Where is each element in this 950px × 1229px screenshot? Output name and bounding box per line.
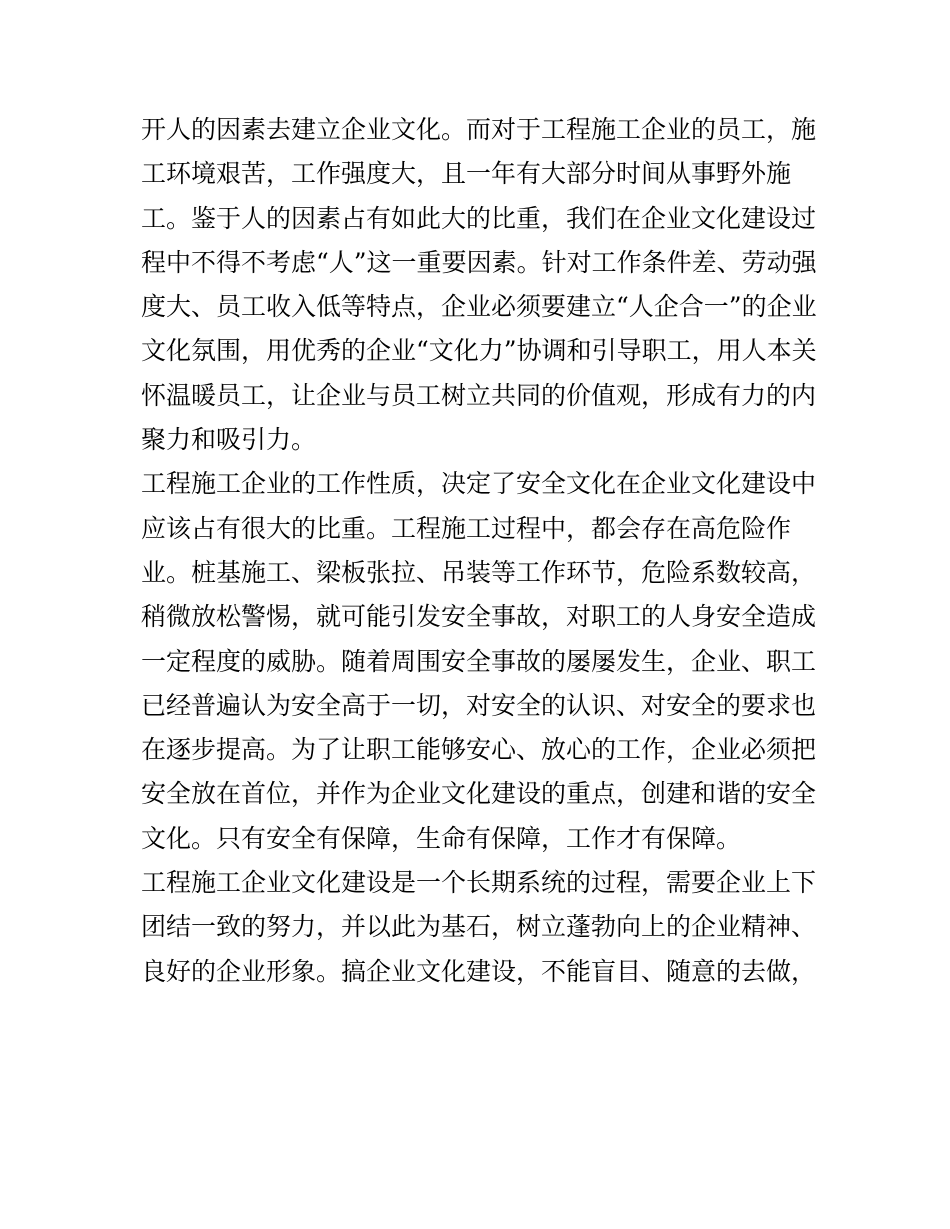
text-line: 文化。只有安全有保障，生命有保障，工作才有保障。: [141, 823, 742, 853]
text-line: 在逐步提高。为了让职工能够安心、放心的工作，企业必须把: [141, 735, 817, 765]
text-line: 开人的因素去建立企业文化。而对于工程施工企业的员工，施: [141, 115, 817, 144]
text-line: 文化氛围，用优秀的企业“文化力”协调和引导职工，用人本关: [141, 336, 817, 366]
text-line: 良好的企业形象。搞企业文化建设，不能盲目、随意的去做，: [141, 956, 817, 986]
text-line: 稍微放松警惕，就可能引发安全事故，对职工的人身安全造成: [141, 602, 817, 632]
text-line: 聚力和吸引力。: [141, 425, 317, 455]
text-line: 程中不得不考虑“人”这一重要因素。针对工作条件差、劳动强: [141, 247, 817, 277]
text-line: 应该占有很大的比重。工程施工过程中，都会存在高危险作: [141, 513, 792, 543]
text-line: 度大、员工收入低等特点，企业必须要建立“人企合一”的企业: [141, 292, 817, 322]
text-line: 怀温暖员工，让企业与员工树立共同的价值观，形成有力的内: [141, 380, 817, 410]
text-line: 安全放在首位，并作为企业文化建设的重点，创建和谐的安全: [141, 779, 817, 809]
text-line: 已经普遍认为安全高于一切，对安全的认识、对安全的要求也: [141, 690, 817, 720]
text-line: 工程施工企业文化建设是一个长期系统的过程，需要企业上下: [141, 868, 817, 898]
text-line: 一定程度的威胁。随着周围安全事故的屡屡发生，企业、职工: [141, 646, 817, 676]
text-line: 工环境艰苦，工作强度大，且一年有大部分时间从事野外施: [141, 159, 792, 189]
text-line: 工程施工企业的工作性质，决定了安全文化在企业文化建设中: [141, 469, 817, 499]
text-line: 团结一致的努力，并以此为基石，树立蓬勃向上的企业精神、: [141, 912, 817, 942]
body-text: [141, 108, 821, 994]
text-line: 工。鉴于人的因素占有如此大的比重，我们在企业文化建设过: [141, 203, 817, 233]
text-line: 业。桩基施工、梁板张拉、吊装等工作环节，危险系数较高，: [141, 557, 817, 587]
